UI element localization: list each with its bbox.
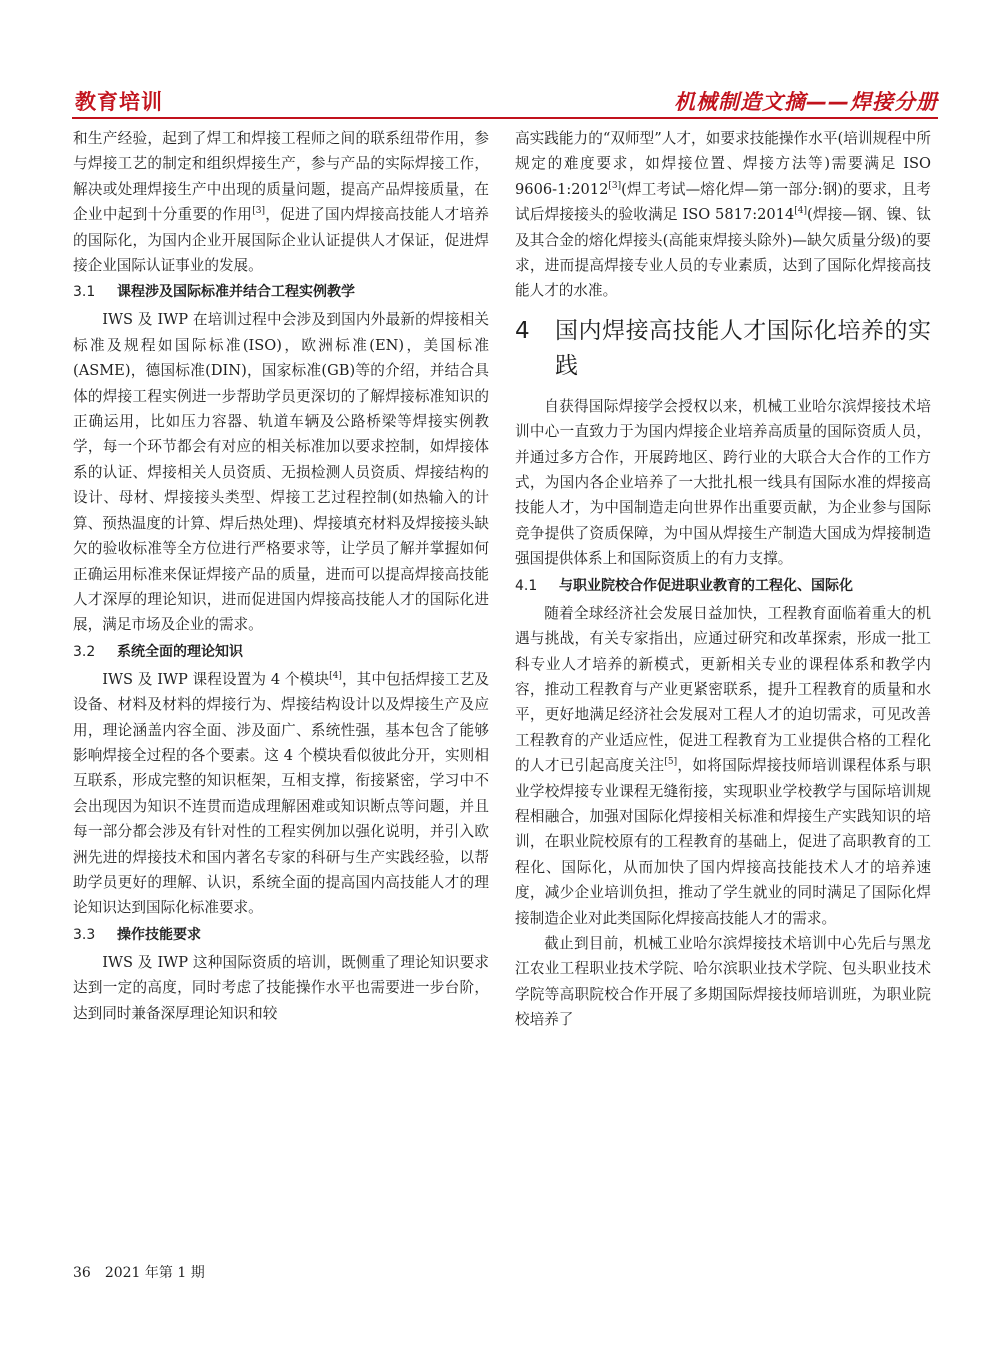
paragraph-text-tail: ，其中包括焊接工艺及设备、材料及材料的焊接行为、焊接结构设计以及焊接生产及应用，理论涵盖内容全面、涉及面广、系统性强，基本包含了能够影响焊接全过程的各个要素。这 4 个模块看似彼此分开，实则相互联系，形成完整的知识框架，互相支撑，衔接紧密，学习中不会出现因为知识不连贯而造成理解困难或知识断点等问题，并且每一部分都会涉及有针对性的工程实例加以强化说明，并引入欧洲先进的焊接技术和国内著名专家的科研与生产实践经验，以帮助学员更好的理解、认识，系统全面的提高国内高技能人才的理论知识达到国际化标准要求。	[73, 670, 489, 917]
section-title: 与职业院校合作促进职业教育的工程化、国际化	[559, 577, 853, 594]
intro-text: 和生产经验，起到了焊工和焊接工程师之间的联系纽带作用，参与焊接工艺的制定和组织焊接生产，参与产品的实际焊接工作，解决或处理焊接生产中出现的质量问题，提高产品焊接质量，在企业中起到十分重要的作用	[73, 130, 489, 224]
section-4-1-paragraph-1	[515, 601, 931, 931]
paragraph-text: (焊接—钢、镍、钛及其合金的熔化焊接头(高能束焊接头除外)—缺欠质量分级)的要求，进而提高焊接专业人员的专业素质，达到了国际化焊接高技能人才的水准。	[515, 206, 931, 300]
left-column	[73, 126, 489, 1026]
intro-paragraph	[73, 126, 489, 278]
section-number: 4	[515, 317, 530, 344]
paragraph-text-tail: ，如将国际焊接技师培训课程体系与职业学校焊接专业课程无缝衔接，实现职业学校教学与国际培训规程相融合，加强对国际化焊接相关标准和焊接生产实践知识的培训，在职业院校原有的工程教育的基础上，促进了高职教育的工程化、国际化，从而加快了国内焊接高技能技术人才的培养速度，减少企业培训负担，推动了学生就业的同时满足了国际化焊接制造企业对此类国际化焊接高技能人才的需求。	[515, 757, 931, 927]
page-footer	[73, 1262, 205, 1282]
section-3-1-heading	[73, 280, 489, 305]
section-title: 操作技能要求	[117, 926, 201, 943]
paragraph-text: (焊工考试—熔化焊—第一部分:钢)的要求，且考试后焊接接头的验收满足 ISO 5817:2014	[515, 180, 931, 224]
issue-label: 2021 年第 1 期	[104, 1265, 205, 1281]
journal-title: 机械制造文摘——焊接分册	[674, 90, 938, 114]
page-number: 36	[73, 1265, 91, 1281]
section-title: 课程涉及国际标准并结合工程实例教学	[117, 284, 355, 301]
citation-ref: [3]	[608, 180, 622, 191]
section-4-1-heading	[515, 574, 931, 599]
section-3-2-paragraph	[73, 667, 489, 921]
section-3-3-paragraph: IWS 及 IWP 这种国际资质的培训，既侧重了理论知识要求达到一定的高度，同时考虑了技能操作水平也需要进一步台阶，达到同时兼备深厚理论知识和较	[73, 953, 489, 1022]
journal-section-label: 教育培训	[75, 90, 163, 114]
continued-paragraph	[515, 126, 931, 304]
paragraph-text: IWS 及 IWP 课程设置为 4 个模块	[102, 670, 330, 688]
section-title: 系统全面的理论知识	[117, 643, 243, 660]
citation-ref: [3]	[252, 206, 265, 217]
section-number: 3.2	[73, 643, 96, 660]
section-3-3-heading	[73, 923, 489, 948]
citation-ref: [4]	[794, 206, 807, 217]
section-4-paragraph: 自获得国际焊接学会授权以来，机械工业哈尔滨焊接技术培训中心一直致力于为国内焊接企业培养高质量的国际资质人员，并通过多方合作，开展跨地区、跨行业的大联合大合作的工作方式，为国内各企业培养了一大批扎根一线具有国际水准的焊接高技能人才，为中国制造走向世界作出重要贡献，为企业参与国际竞争提供了资质保障，为中国从焊接生产制造大国成为焊接制造强国提供体系上和国际资质上的有力支撑。	[515, 397, 931, 568]
section-3-2-heading	[73, 640, 489, 665]
citation-ref: [4]	[329, 670, 342, 681]
citation-ref: [5]	[664, 757, 678, 768]
intro-text-tail: ，促进了国内焊接高技能人才培养的国际化，为国内企业开展国际企业认证提供人才保证，促进焊接企业国际认证事业的发展。	[73, 206, 489, 275]
paragraph-text: 高实践能力的“双师型”人才，如要求技能操作水平(培训规程中所规定的难度要求，如焊接位置、焊接方法等)需要满足 ISO 9606-1:2012	[515, 130, 931, 198]
section-number: 3.1	[73, 284, 96, 301]
header-divider	[72, 117, 938, 119]
section-number: 4.1	[515, 577, 538, 594]
section-4-heading	[515, 314, 931, 384]
paragraph-text: 随着全球经济社会发展日益加快，工程教育面临着重大的机遇与挑战，有关专家指出，应通过研究和改革探索，形成一批工科专业人才培养的新模式，更新相关专业的课程体系和教学内容，推动工程教育与产业更紧密联系，提升工程教育的质量和水平，更好地满足经济社会发展对工程人才的迫切需求，可见改善工程教育的产业适应性，促进工程教育为工业提供合格的工程化的人才已引起高度关注	[515, 604, 931, 775]
section-3-1-paragraph: IWS 及 IWP 在培训过程中会涉及到国内外最新的焊接相关标准及规程如国际标准(ISO)，欧洲标准(EN)，美国标准(ASME)，德国标准(DIN)，国家标准(GB)等的介绍，并结合具体的焊接工程实例进一步帮助学员更深切的了解焊接标准知识的正确运用，比如压力容器、轨道车辆及公路桥梁等焊接实例教学，每一个环节都会有对应的相关标准加以要求控制，如焊接体系的认证、焊接相关人员资质、无损检测人员资质、焊接结构的设计、母材、焊接接头类型、焊接工艺过程控制(如热输入的计算、预热温度的计算、焊后热处理)、焊接填充材料及焊接接头缺欠的验收标准等全方位进行严格要求等，让学员了解并掌握如何正确运用标准来保证焊接产品的质量，进而可以提高焊接高技能人才深厚的理论知识，进而促进国内焊接高技能人才的国际化进展，满足市场及企业的需求。	[73, 311, 489, 634]
section-4-1-paragraph-2: 截止到目前，机械工业哈尔滨焊接技术培训中心先后与黑龙江农业工程职业技术学院、哈尔滨职业技术学院、包头职业技术学院等高职院校合作开展了多期国际焊接技师培训班，为职业院校培养了	[515, 934, 931, 1029]
right-column	[515, 126, 931, 1033]
section-number: 3.3	[73, 926, 96, 943]
section-title: 国内焊接高技能人才国际化培养的实践	[555, 317, 931, 379]
